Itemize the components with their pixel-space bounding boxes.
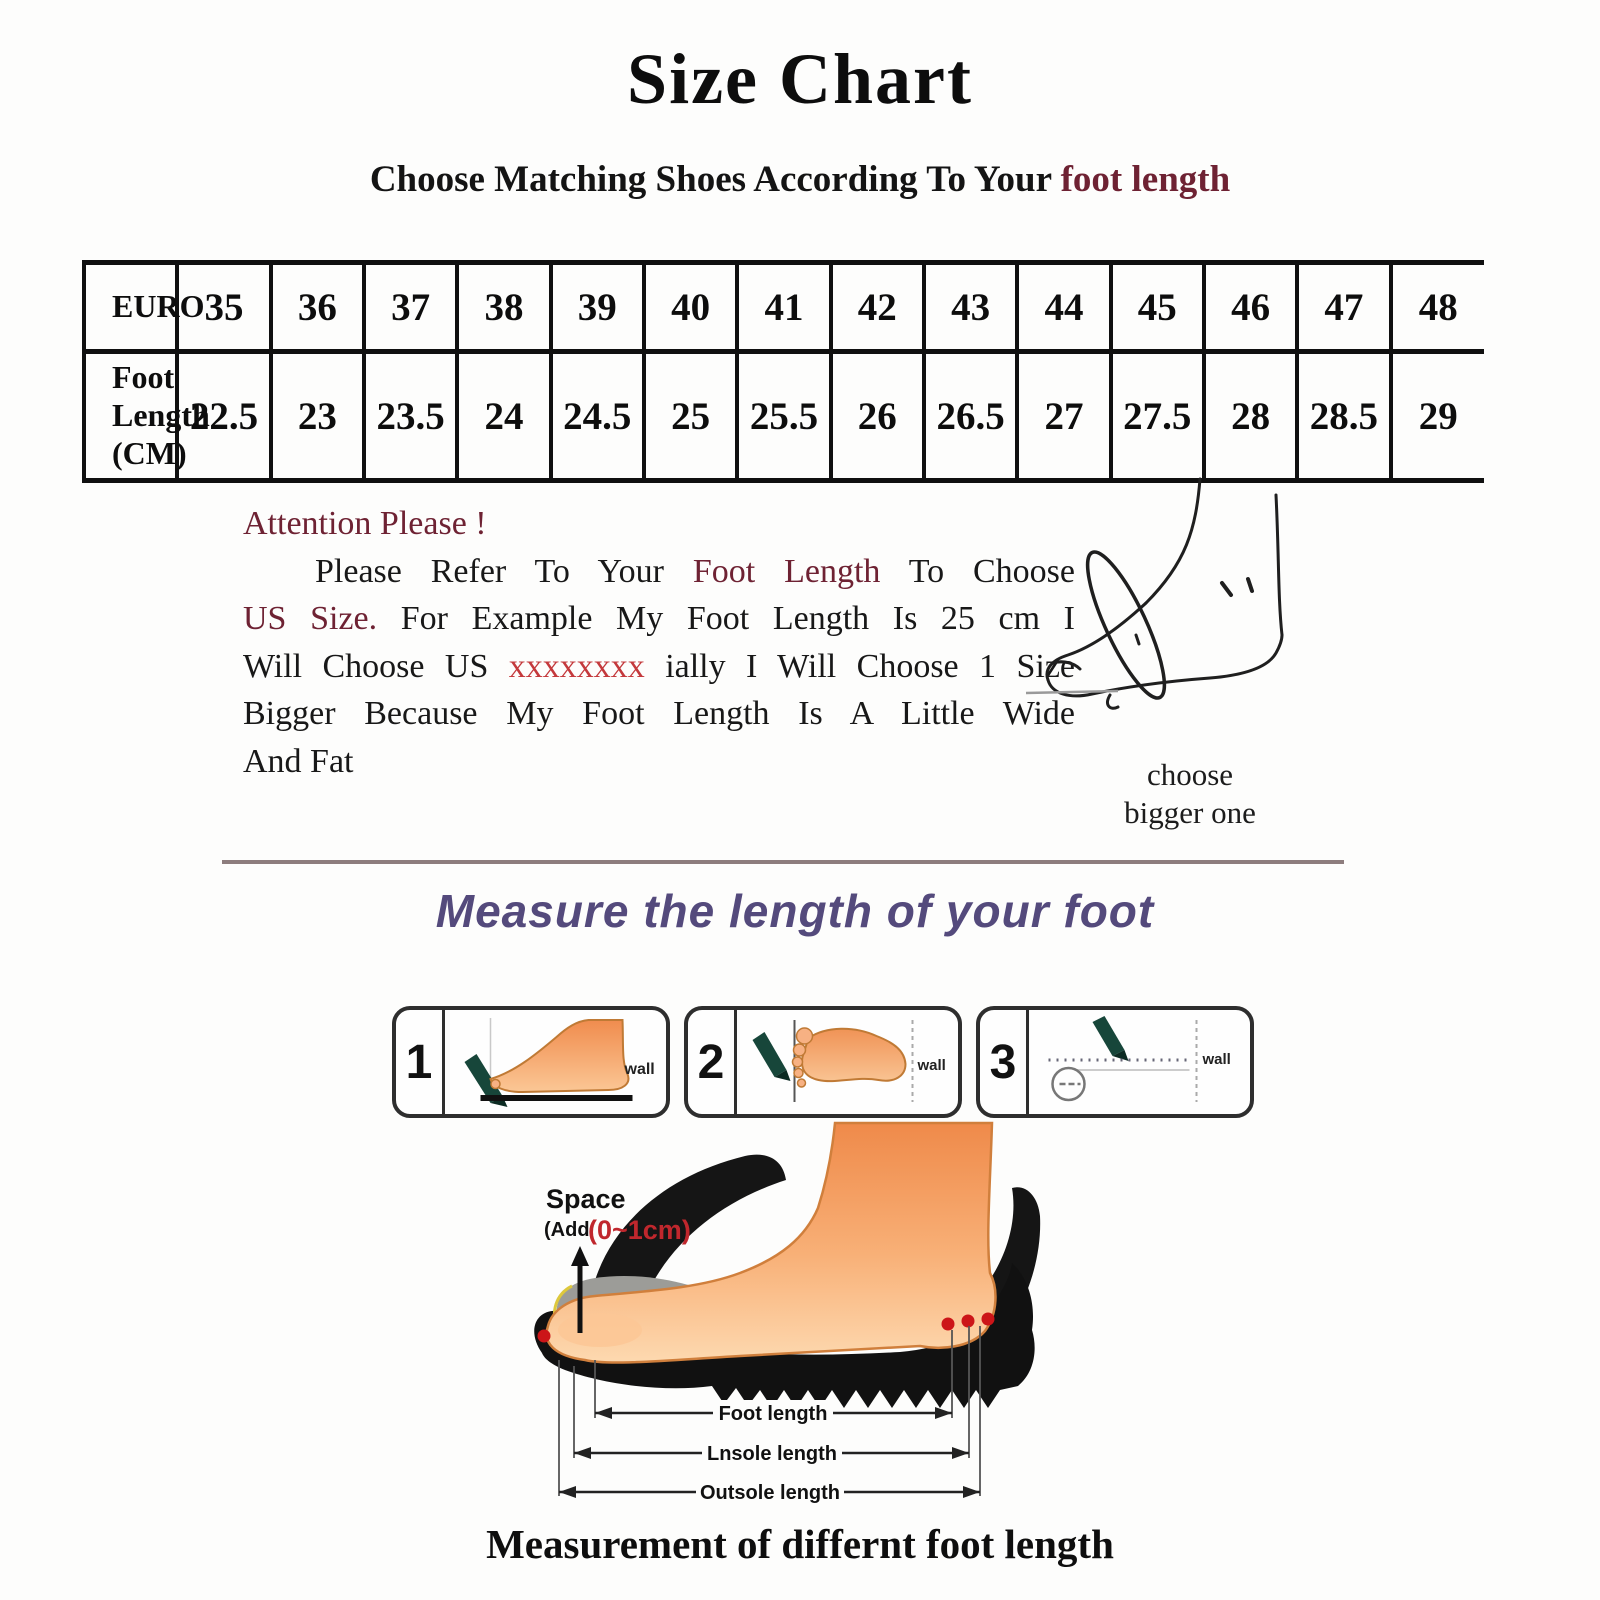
- pen-icon: [753, 1032, 787, 1077]
- foot-outline-sketch: [1018, 466, 1358, 718]
- euro-row-header: EURO: [84, 263, 177, 352]
- euro-size-cell: 38: [457, 263, 550, 352]
- attention-line-4: Will Choose US xxxxxxxx ially I Will Choose 1 Size: [243, 647, 1076, 685]
- euro-size-cell: 47: [1297, 263, 1390, 352]
- foot-length-cell: 28: [1204, 352, 1297, 481]
- attention-heading: Attention Please !: [243, 505, 487, 542]
- pen-icon: [1093, 1016, 1125, 1056]
- size-table: [82, 260, 1484, 483]
- space-add-label: (Add: [544, 1219, 590, 1241]
- foot-length-cell: 25: [644, 352, 737, 481]
- attention-line-2: Please Refer To Your Foot Length To Choose: [315, 552, 1075, 590]
- foot-top-view: [802, 1029, 905, 1081]
- space-arrow: [571, 1246, 589, 1266]
- euro-size-cell: 41: [737, 263, 830, 352]
- choose-bigger-note: choose bigger one: [1124, 757, 1256, 830]
- foot-length-cell: 25.5: [737, 352, 830, 481]
- dimension-outsole-length: [559, 1479, 980, 1505]
- wall-label: wall: [1202, 1051, 1231, 1068]
- foot-length-cell: 23.5: [364, 352, 457, 481]
- step-3-number: 3: [980, 1010, 1029, 1114]
- attention-line-3: US Size. For Example My Foot Length Is 25 cm I: [243, 600, 1076, 637]
- measure-heading: Measure the length of your foot: [435, 885, 1155, 937]
- page-title: Size Chart: [627, 39, 973, 119]
- euro-size-cell: 36: [271, 263, 364, 352]
- subtitle-text: Choose Matching Shoes According To Your: [369, 159, 1061, 200]
- attention-block: [243, 500, 1075, 785]
- foot-length-cell: 26: [831, 352, 924, 481]
- euro-size-cell: 35: [177, 263, 270, 352]
- foot-length-cell: 23: [271, 352, 364, 481]
- foot-row-header: Foot Length (CM): [84, 352, 177, 481]
- subtitle: [0, 158, 1600, 201]
- foot-length-cell: 27: [1017, 352, 1110, 481]
- euro-size-cell: 48: [1391, 263, 1484, 352]
- attention-line-5: Bigger Because My Foot Length Is A Little Wide: [243, 695, 1075, 732]
- foot-row: [84, 352, 1484, 481]
- space-label: Space: [546, 1184, 626, 1214]
- bottom-caption: Measurement of differnt foot length: [486, 1521, 1114, 1567]
- euro-size-cell: 43: [924, 263, 1017, 352]
- euro-size-cell: 46: [1204, 263, 1297, 352]
- euro-size-cell: 37: [364, 263, 457, 352]
- euro-size-cell: 39: [551, 263, 644, 352]
- euro-size-cell: 42: [831, 263, 924, 352]
- step-2-number: 2: [688, 1010, 737, 1114]
- outsole-length-label: Outsole length: [700, 1482, 840, 1504]
- subtitle-highlight: foot length: [1060, 159, 1231, 200]
- insole-length-label: Lnsole length: [707, 1443, 837, 1465]
- foot-measurement-diagram: [500, 1098, 1080, 1510]
- foot-length-cell: 22.5: [177, 352, 270, 481]
- foot-length-cell: 24.5: [551, 352, 644, 481]
- foot-length-cell: 26.5: [924, 352, 1017, 481]
- foot-length-cell: 28.5: [1297, 352, 1390, 481]
- foot-side-view: [491, 1020, 629, 1092]
- foot-length-cell: 24: [457, 352, 550, 481]
- foot-length-cell: 29: [1391, 352, 1484, 481]
- euro-row: [84, 263, 1484, 352]
- step-1-number: 1: [396, 1010, 445, 1114]
- foot-length-label: Foot length: [718, 1403, 828, 1425]
- dimension-insole-length: [574, 1440, 969, 1466]
- wall-label: wall: [624, 1061, 655, 1078]
- attention-line-6: And Fat: [243, 742, 354, 780]
- space-range-label: (0~1cm): [588, 1215, 691, 1245]
- foot-length-cell: 27.5: [1111, 352, 1204, 481]
- euro-size-cell: 45: [1111, 263, 1204, 352]
- euro-size-cell: 40: [644, 263, 737, 352]
- section-divider: [222, 860, 1344, 864]
- wall-label: wall: [917, 1057, 946, 1074]
- dimension-foot-length: [595, 1400, 952, 1426]
- euro-size-cell: 44: [1017, 263, 1110, 352]
